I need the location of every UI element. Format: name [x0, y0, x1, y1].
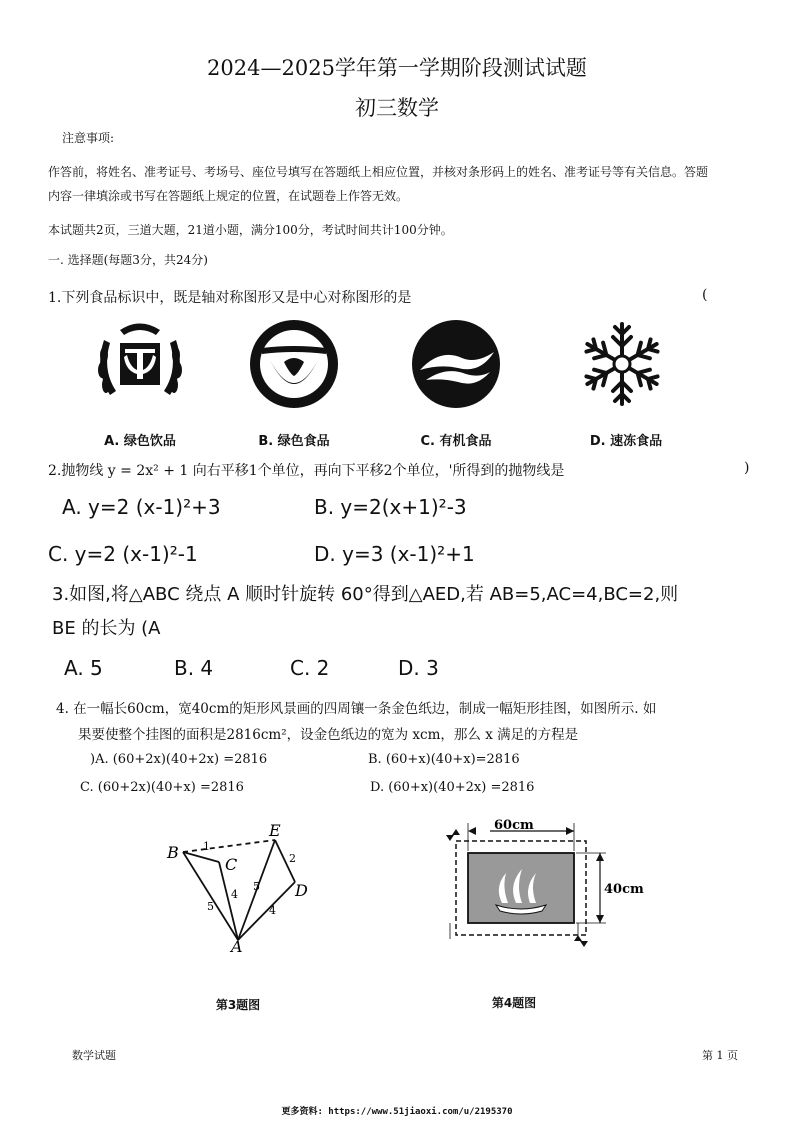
footer-page-number: 第 1 页: [702, 1049, 738, 1062]
snowflake-icon: [576, 318, 668, 410]
green-drink-logo-icon: [90, 315, 190, 415]
q4-option-a: )A. (60+2x)(40+2x) =2816: [90, 752, 268, 767]
q3-option-d: D. 3: [398, 656, 439, 680]
label-E: E: [269, 821, 281, 840]
label-C: C: [225, 855, 238, 874]
label-n1: 1: [203, 840, 210, 853]
notice-line-1: 作答前，将姓名、准考证号、考场号、座位号填写在答题纸上相应位置，并核对条形码上的姓名、准考证号等有关信息。答题: [48, 165, 709, 179]
label-A: A: [231, 937, 243, 956]
q3-line-1: 3.如图,将△ABC 绕点 A 顺时针旋转 60°得到△AED,若 AB=5,AC=4,BC=2,则: [52, 584, 679, 605]
figure-3-caption: 第3题图: [215, 998, 261, 1012]
q2-option-b: B. y=2(x+1)²-3: [314, 495, 467, 519]
green-food-logo-icon: [248, 318, 340, 410]
section-heading: 一. 选择题(每题3分，共24分): [48, 253, 208, 267]
footer-left: 数学试题: [72, 1049, 116, 1062]
organic-food-logo-icon: [410, 318, 502, 410]
q1-option-b: B. 绿色食品: [258, 434, 330, 449]
figure-4-caption: 第4题图: [491, 996, 537, 1010]
q1-paren: (: [702, 287, 708, 303]
q2-paren: ): [744, 460, 750, 476]
q2-stem: 2.抛物线 y = 2x² + 1 向右平移1个单位，再向下平移2个单位，'所得到的抛物线是: [48, 463, 565, 479]
label-n5a: 5: [207, 900, 214, 913]
q1-option-a: A. 绿色饮品: [104, 434, 176, 449]
q4-option-c: C. (60+2x)(40+x) =2816: [80, 780, 244, 795]
q2-option-c: C. y=2 (x-1)²-1: [48, 542, 198, 566]
height-label: 40cm: [604, 882, 644, 897]
notice-line-3: 本试题共2页，三道大题，21道小题，满分100分，考试时间共计100分钟。: [48, 223, 453, 237]
q3-option-c: C. 2: [290, 656, 330, 680]
q4-line-1: 4. 在一幅长60cm，宽40cm的矩形风景画的四周镶一条金色纸边，制成一幅矩形挂图，如图所示. 如: [56, 701, 657, 717]
label-n4a: 4: [231, 888, 238, 901]
q4-option-b: B. (60+x)(40+x)=2816: [368, 752, 520, 767]
label-B: B: [167, 843, 179, 862]
q3-option-b: B. 4: [174, 656, 214, 680]
footer-url[interactable]: 更多资料: https://www.51jiaoxi.com/u/2195370: [281, 1107, 513, 1117]
notice-line-2: 内容一律填涂或书写在答题纸上规定的位置，在试题卷上作答无效。: [48, 189, 409, 203]
exam-title: 2024—2025学年第一学期阶段测试试题: [207, 56, 587, 80]
q4-option-d: D. (60+x)(40+2x) =2816: [370, 780, 535, 795]
width-label: 60cm: [494, 818, 534, 833]
figure-4-frame-diagram: [438, 815, 644, 955]
figure-3-rotation-diagram: [155, 820, 330, 960]
q4-line-2: 果要使整个挂图的面积是2816cm²，设金色纸边的宽为 xcm，那么 x 满足的方程是: [78, 727, 579, 743]
label-n5b: 5: [253, 880, 260, 893]
q3-line-2: BE 的长为 (A: [52, 618, 161, 639]
q1-option-c: C. 有机食品: [420, 434, 492, 449]
q1-option-d: D. 速冻食品: [589, 434, 663, 449]
exam-subtitle: 初三数学: [355, 96, 439, 120]
q2-option-d: D. y=3 (x-1)²+1: [314, 542, 475, 566]
label-D: D: [295, 881, 308, 900]
q1-stem: 1.下列食品标识中，既是轴对称图形又是中心对称图形的是: [48, 290, 412, 306]
label-n4b: 4: [269, 904, 276, 917]
q2-option-a: A. y=2 (x-1)²+3: [62, 495, 221, 519]
notice-heading: 注意事项:: [62, 131, 115, 145]
label-n2: 2: [289, 852, 296, 865]
q3-option-a: A. 5: [64, 656, 103, 680]
